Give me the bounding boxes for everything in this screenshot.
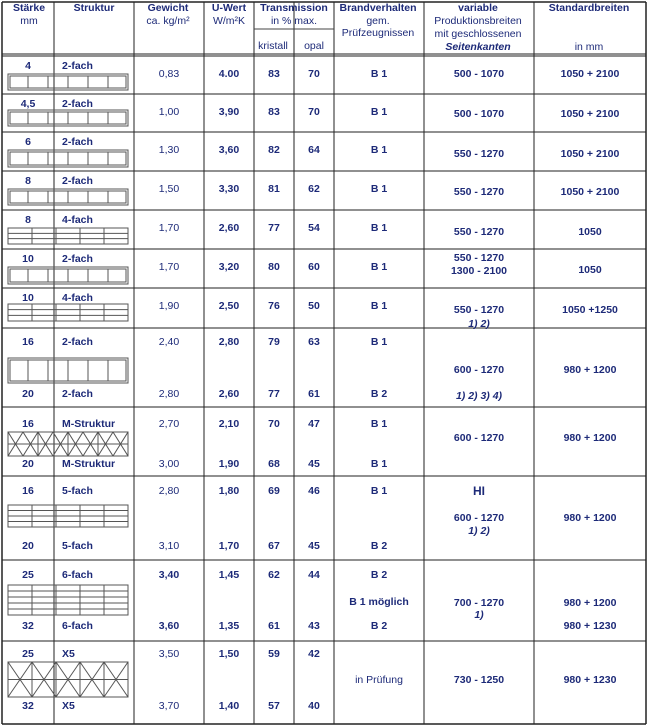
cell-opal: 40 [308,700,320,712]
header-standard-unit: in mm [574,41,604,53]
cell-staerke: 8 [25,175,31,187]
cell-brandverhalten: B 2 [370,620,388,632]
4-fach-profile-icon [8,228,128,244]
cell-gewicht: 1,70 [158,222,180,234]
cell-kristall: 79 [268,336,280,348]
cell-kristall: 83 [268,106,280,118]
cell-struktur: M-Struktur [62,418,116,430]
header-uwert: U-Wert [211,2,247,14]
2-fach-profile-icon [8,267,128,284]
cell-gewicht: 3,70 [158,700,180,712]
cell-variable-breite: 600 - 1270 [453,364,505,376]
cell-kristall: 61 [268,620,280,632]
header-transmission: Transmission [260,2,328,14]
5-fach-profile-icon [8,505,128,527]
cell-brandverhalten: B 1 [370,68,388,80]
cell-footnote: 1) [474,609,484,621]
cell-standardbreite: 980 + 1200 [563,512,617,524]
cell-gewicht: 0,83 [158,68,180,80]
cell-standardbreite: 1050 [578,264,602,276]
cell-uwert: 3,30 [218,183,240,195]
cell-standardbreite: 980 + 1200 [563,597,617,609]
cell-brandverhalten: B 1 [370,300,388,312]
cell-variable-breite: 500 - 1070 [453,108,505,120]
cell-opal: 54 [308,222,320,234]
cell-opal: 70 [308,68,320,80]
cell-uwert: 3,60 [218,144,240,156]
cell-standardbreite: 1050 + 2100 [560,108,620,120]
header-opal: opal [304,40,324,52]
cell-struktur: 6-fach [62,620,93,632]
cell-gewicht: 2,40 [158,336,180,348]
cell-staerke: 10 [22,253,34,265]
cell-struktur: X5 [62,700,75,712]
m-struktur-profile-icon [8,432,128,456]
cell-variable-breite: 550 - 1270 [453,148,505,160]
cell-staerke: 20 [22,458,34,470]
cell-footnote: 1) 2) [468,318,490,330]
cell-brandverhalten: B 1 [370,336,388,348]
cell-brandverhalten: B 1 [370,222,388,234]
cell-standardbreite: 1050 [578,226,602,238]
2-fach-profile-icon [8,110,128,126]
cell-standardbreite: 980 + 1200 [563,432,617,444]
cell-brandverhalten: B 1 [370,261,388,273]
header-standard: Standardbreiten [548,2,630,14]
cell-standardbreite: 980 + 1230 [563,674,617,686]
cell-kristall: 70 [268,418,280,430]
cell-opal: 47 [308,418,320,430]
cell-struktur: 2-fach [62,175,93,187]
header-gewicht: Gewicht [147,2,189,14]
cell-variable-breite: 550 - 1270 [453,186,505,198]
cell-uwert: 3,20 [218,261,240,273]
cell-staerke: 4,5 [20,98,36,110]
cell-struktur: 6-fach [62,569,93,581]
header-struktur: Struktur [73,2,115,14]
cell-staerke: 4 [25,60,31,72]
cell-opal: 63 [308,336,320,348]
cell-standardbreite: 980 + 1200 [563,364,617,376]
cell-uwert: 1,50 [218,648,240,660]
cell-kristall: 80 [268,261,280,273]
cell-brandverhalten: B 1 [370,418,388,430]
header-kristall: kristall [258,40,288,52]
cell-uwert: 1,45 [218,569,240,581]
cell-uwert: 1,90 [218,458,240,470]
cell-gewicht: 1,30 [158,144,180,156]
cell-brandverhalten: B 1 [370,458,388,470]
cell-kristall: 83 [268,68,280,80]
cell-staerke: 20 [22,388,34,400]
cell-brandverhalten: B 2 [370,388,388,400]
cell-struktur: 4-fach [62,214,93,226]
2-fach-profile-icon [8,358,128,383]
cell-struktur: 2-fach [62,60,93,72]
cell-variable-breite: 730 - 1250 [453,674,505,686]
cell-gewicht: 1,00 [158,106,180,118]
cell-standardbreite: 1050 +1250 [562,304,618,316]
cell-brandverhalten-note: B 1 möglich [349,596,409,608]
cell-staerke: 16 [22,336,34,348]
cell-uwert: 1,70 [218,540,240,552]
header-brand: Brandverhalten [339,2,417,14]
cell-uwert: 1,40 [218,700,240,712]
header-transmission-sub: in % max. [270,15,318,27]
cell-staerke: 10 [22,292,34,304]
cell-variable-breite: 600 - 1270 [453,512,505,524]
cell-opal: 46 [308,485,320,497]
cell-opal: 42 [308,648,320,660]
header-variable-sub2: mit geschlossenen [434,28,522,40]
cell-kristall: 62 [268,569,280,581]
cell-variable-breite: 550 - 1270 [453,304,505,316]
4-fach-profile-icon [8,304,128,321]
header-gewicht-unit: ca. kg/m² [146,15,190,27]
cell-opal: 60 [308,261,320,273]
cell-brandverhalten: B 1 [370,183,388,195]
cell-gewicht: 3,60 [158,620,180,632]
cell-opal: 45 [308,540,320,552]
cell-opal: 45 [308,458,320,470]
2-fach-profile-icon [8,189,128,205]
cell-gewicht: 2,70 [158,418,180,430]
cell-struktur: X5 [62,648,75,660]
cell-kristall: 82 [268,144,280,156]
cell-gewicht: 2,80 [158,485,180,497]
cell-gewicht: 2,80 [158,388,180,400]
cell-staerke: 32 [22,620,34,632]
cell-uwert: 1,35 [218,620,240,632]
cell-variable-breite: 500 - 1070 [453,68,505,80]
header-mm: mm [20,15,38,27]
cell-footnote: 1) 2) 3) 4) [455,390,503,402]
cell-opal: 43 [308,620,320,632]
cell-kristall: 67 [268,540,280,552]
cell-staerke: 16 [22,485,34,497]
header-brand-sub2: Prüfzeugnissen [341,27,415,39]
cell-variable-breite: 700 - 1270 [453,597,505,609]
cell-standardbreite: 1050 + 2100 [560,148,620,160]
cell-struktur: 4-fach [62,292,93,304]
cell-opal: 64 [308,144,320,156]
6-fach-profile-icon [8,585,128,615]
2-fach-profile-icon [8,74,128,90]
cell-uwert: 1,80 [218,485,240,497]
cell-standardbreite: 1050 + 2100 [560,186,620,198]
cell-brandverhalten: B 1 [370,144,388,156]
cell-gewicht: 3,10 [158,540,180,552]
cell-gewicht: 1,90 [158,300,180,312]
cell-brandverhalten: B 1 [370,485,388,497]
cell-struktur: 2-fach [62,98,93,110]
cell-struktur: M-Struktur [62,458,116,470]
header-variable-sub3: Seitenkanten [445,41,511,53]
cell-kristall: 77 [268,222,280,234]
cell-opal: 62 [308,183,320,195]
cell-staerke: 32 [22,700,34,712]
cell-variable-breite: 550 - 1270 [453,226,505,238]
cell-uwert: 3,90 [218,106,240,118]
cell-variable-breite: 1300 - 2100 [450,265,508,277]
cell-footnote: 1) 2) [468,525,490,537]
cell-kristall: 81 [268,183,280,195]
header-variable-sub1: Produktionsbreiten [434,15,522,27]
header-brand-sub1: gem. [366,15,390,27]
hi-marker: HI [473,484,485,498]
cell-staerke: 20 [22,540,34,552]
2-fach-profile-icon [8,150,128,167]
cell-gewicht: 3,50 [158,648,180,660]
x5-profile-icon [8,662,128,697]
cell-opal: 50 [308,300,320,312]
cell-variable-breite: 600 - 1270 [453,432,505,444]
cell-staerke: 6 [25,136,31,148]
cell-uwert: 4.00 [218,68,240,80]
cell-kristall: 59 [268,648,280,660]
cell-uwert: 2,60 [218,388,240,400]
cell-staerke: 25 [22,648,34,660]
cell-standardbreite: 980 + 1230 [563,620,617,632]
cell-struktur: 2-fach [62,136,93,148]
header-staerke: Stärke [12,2,46,14]
cell-opal: 44 [308,569,320,581]
header-uwert-unit: W/m²K [212,15,246,27]
cell-variable-breite: 550 - 1270 [453,252,505,264]
cell-kristall: 68 [268,458,280,470]
cell-struktur: 5-fach [62,540,93,552]
header-variable: variable [458,2,498,14]
cell-brandverhalten: B 1 [370,106,388,118]
cell-kristall: 57 [268,700,280,712]
cell-staerke: 25 [22,569,34,581]
cell-brandverhalten: B 2 [370,540,388,552]
cell-kristall: 76 [268,300,280,312]
cell-staerke: 8 [25,214,31,226]
cell-brandverhalten-note: in Prüfung [355,674,403,686]
cell-uwert: 2,80 [218,336,240,348]
cell-uwert: 2,50 [218,300,240,312]
cell-kristall: 77 [268,388,280,400]
cell-uwert: 2,10 [218,418,240,430]
cell-staerke: 16 [22,418,34,430]
cell-struktur: 2-fach [62,253,93,265]
cell-gewicht: 3,40 [158,569,180,581]
cell-standardbreite: 1050 + 2100 [560,68,620,80]
cell-opal: 61 [308,388,320,400]
cell-struktur: 2-fach [62,388,93,400]
cell-gewicht: 3,00 [158,458,180,470]
cell-kristall: 69 [268,485,280,497]
cell-opal: 70 [308,106,320,118]
cell-gewicht: 1,50 [158,183,180,195]
cell-brandverhalten: B 2 [370,569,388,581]
cell-gewicht: 1,70 [158,261,180,273]
cell-uwert: 2,60 [218,222,240,234]
cell-struktur: 2-fach [62,336,93,348]
cell-struktur: 5-fach [62,485,93,497]
